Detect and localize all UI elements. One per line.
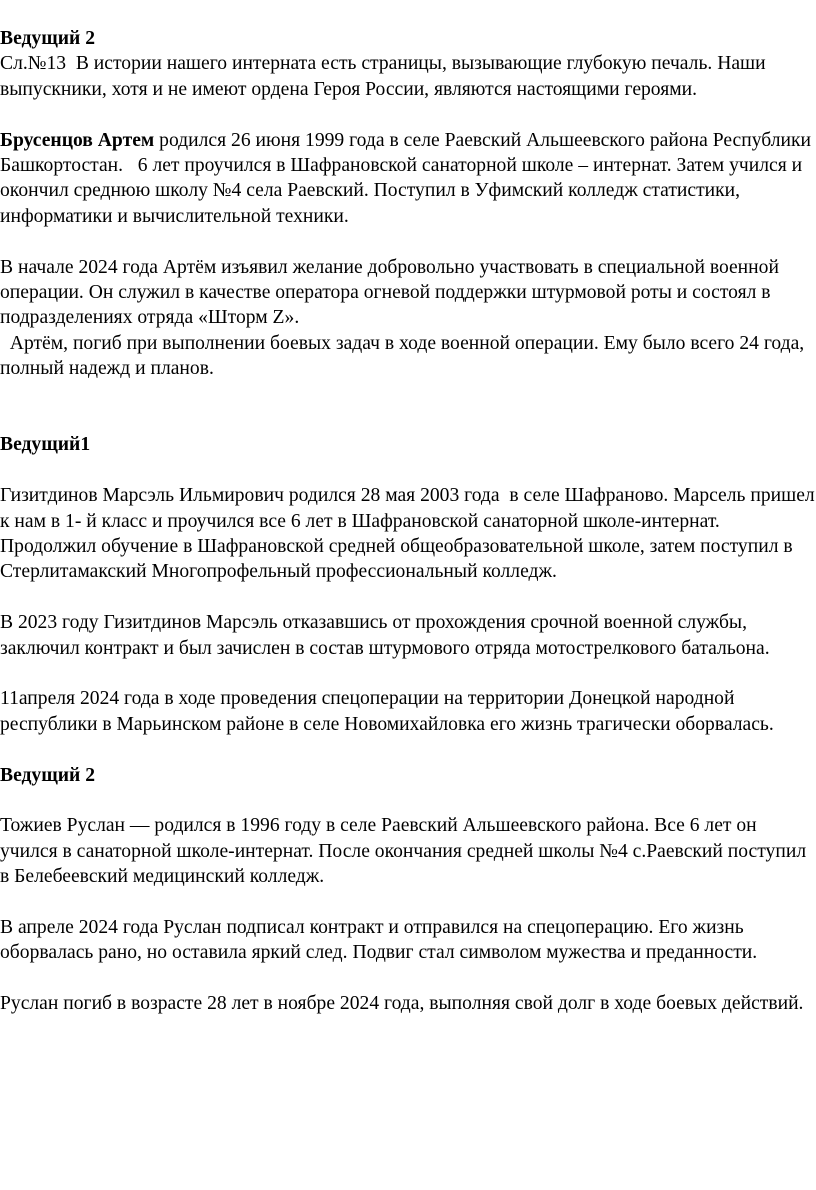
brusentsov-bio-paragraph: [0, 128, 816, 230]
spacer: [0, 788, 816, 813]
spacer: [0, 229, 816, 254]
spacer: [0, 407, 816, 432]
brusentsov-name: Брусенцов Артем: [0, 129, 155, 151]
gizitdinov-service-paragraph: В 2023 году Гизитдинов Марсэль отказавшись от прохождения срочной военной службы, заключил контракт и был зачислен в состав штурмового отряда мотострелкового батальона.: [0, 612, 770, 659]
spacer: [0, 661, 816, 686]
speaker-heading-2: Ведущий1: [0, 434, 91, 456]
document-page: [0, 26, 816, 1017]
tozhiev-death-paragraph: Руслан погиб в возрасте 28 лет в ноябре 2024 года, выполняя свой долг в ходе боевых действий.: [0, 993, 804, 1015]
spacer: [0, 585, 816, 610]
gizitdinov-bio-paragraph: Гизитдинов Марсэль Ильмирович родился 28 мая 2003 года в селе Шафраново. Марсель пришел к нам в 1- й класс и проучился все 6 лет в Шафрановской санаторной школе-интернат. Продолжил обучение в Шафрановской средней общеобразовательной школе, затем поступил в Стерлитамакский Многопрофельный профессиональный колледж.: [0, 485, 815, 583]
spacer: [0, 382, 816, 407]
spacer: [0, 966, 816, 991]
brusentsov-service-paragraph: В начале 2024 года Артём изъявил желание добровольно участвовать в специальной военной операции. Он служил в качестве оператора огневой поддержки штурмовой роты и состоял в подразделениях отряда «Шторм Z».: [0, 256, 784, 329]
spacer: [0, 102, 816, 127]
brusentsov-death-paragraph: Артём, погиб при выполнении боевых задач в ходе военной операции. Ему было всего 24 года, полный надежд и планов.: [0, 332, 810, 380]
intro-paragraph: Сл.№13 В истории нашего интерната есть страницы, вызывающие глубокую печаль. Наши выпускники, хотя и не имеют ордена Героя России, являются настоящими героями.: [0, 53, 771, 100]
brusentsov-bio-text: родился 26 июня 1999 года в селе Раевский Альшеевского района Республики Башкортостан. 6 лет проучился в Шафрановской санаторной школе – интернат. Затем учился и окончил среднюю школу №4 села Раевский. Поступил в Уфимский колледж статистики, информатики и вычислительной техники.: [0, 129, 816, 227]
tozhiev-bio-paragraph: Тожиев Руслан — родился в 1996 году в селе Раевский Альшеевского района. Все 6 лет он учился в санаторной школе-интернат. После окончания средней школы №4 с.Раевский поступил в Белебеевский медицинский колледж.: [0, 815, 812, 888]
spacer: [0, 458, 816, 483]
gizitdinov-death-paragraph: 11апреля 2024 года в ходе проведения спецоперации на территории Донецкой народной республики в Марьинском районе в селе Новомихайловка его жизнь трагически оборвалась.: [0, 688, 774, 735]
spacer: [0, 890, 816, 915]
speaker-heading-1: Ведущий 2: [0, 28, 96, 49]
spacer: [0, 737, 816, 762]
tozhiev-service-paragraph: В апреле 2024 года Руслан подписал контракт и отправился на спецоперацию. Его жизнь оборвалась рано, но оставила яркий след. Подвиг стал символом мужества и преданности.: [0, 917, 758, 964]
speaker-heading-3: Ведущий 2: [0, 764, 96, 786]
